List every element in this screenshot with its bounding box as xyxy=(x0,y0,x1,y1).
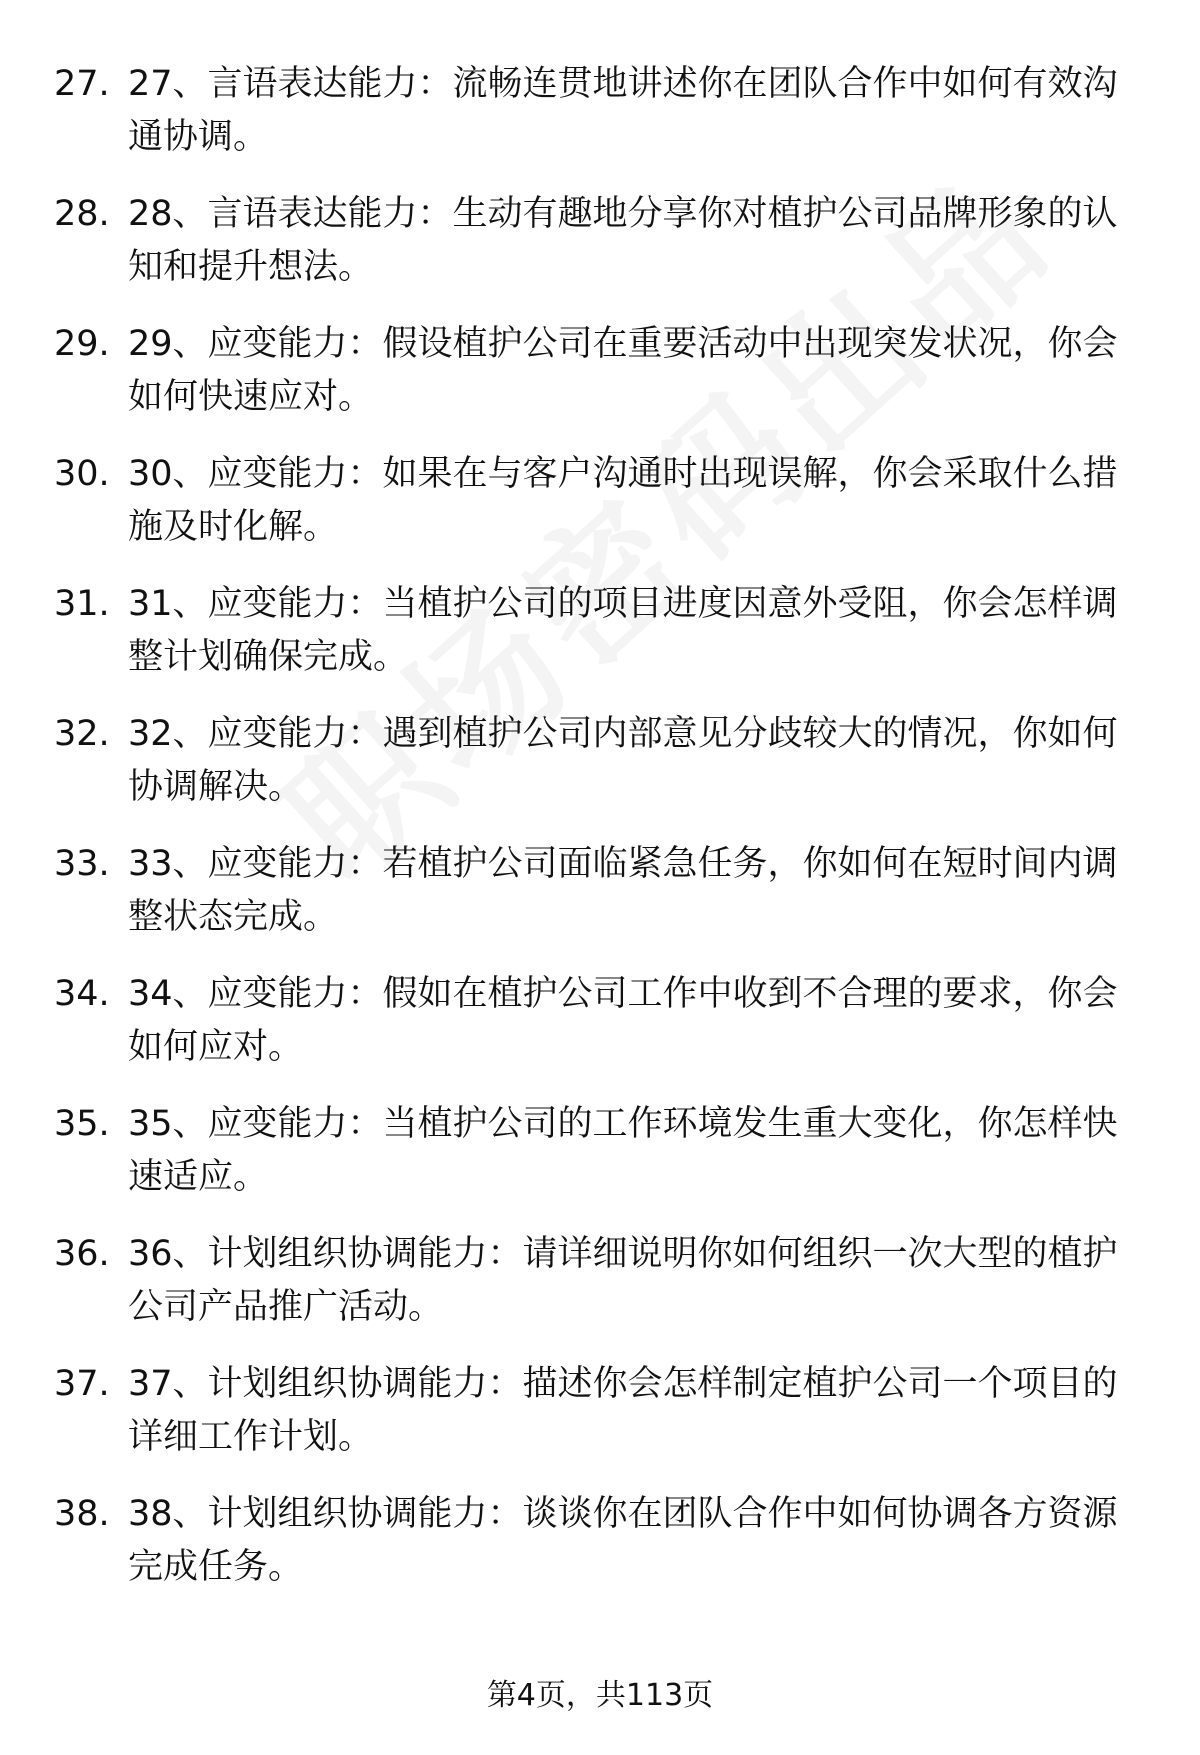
item-text: 28、言语表达能力：生动有趣地分享你对植护公司品牌形象的认知和提升想法。 xyxy=(128,194,1118,287)
item-text: 34、应变能力：假如在植护公司工作中收到不合理的要求，你会如何应对。 xyxy=(128,974,1118,1067)
item-number: 36. xyxy=(54,1234,110,1274)
list-item xyxy=(54,1228,1144,1334)
item-text: 27、言语表达能力：流畅连贯地讲述你在团队合作中如何有效沟通协调。 xyxy=(128,64,1118,157)
list-item xyxy=(54,58,1144,164)
item-number: 38. xyxy=(54,1494,110,1534)
item-number: 34. xyxy=(54,974,110,1014)
question-list xyxy=(54,58,1144,1618)
item-number: 37. xyxy=(54,1364,110,1404)
list-item xyxy=(54,188,1144,294)
item-text: 31、应变能力：当植护公司的项目进度因意外受阻，你会怎样调整计划确保完成。 xyxy=(128,584,1118,677)
item-number: 33. xyxy=(54,844,110,884)
item-text: 36、计划组织协调能力：请详细说明你如何组织一次大型的植护公司产品推广活动。 xyxy=(128,1234,1118,1327)
item-number: 32. xyxy=(54,714,110,754)
item-number: 31. xyxy=(54,584,110,624)
item-text: 30、应变能力：如果在与客户沟通时出现误解，你会采取什么措施及时化解。 xyxy=(128,454,1118,547)
list-item xyxy=(54,968,1144,1074)
page-footer xyxy=(0,1676,1200,1716)
list-item xyxy=(54,1358,1144,1464)
item-number: 27. xyxy=(54,64,110,104)
item-text: 37、计划组织协调能力：描述你会怎样制定植护公司一个项目的详细工作计划。 xyxy=(128,1364,1118,1457)
list-item xyxy=(54,318,1144,424)
list-item xyxy=(54,1488,1144,1594)
item-number: 29. xyxy=(54,324,110,364)
item-text: 38、计划组织协调能力：谈谈你在团队合作中如何协调各方资源完成任务。 xyxy=(128,1494,1118,1587)
item-text: 33、应变能力：若植护公司面临紧急任务，你如何在短时间内调整状态完成。 xyxy=(128,844,1118,937)
list-item xyxy=(54,578,1144,684)
list-item xyxy=(54,1098,1144,1204)
list-item xyxy=(54,708,1144,814)
item-number: 30. xyxy=(54,454,110,494)
item-number: 28. xyxy=(54,194,110,234)
item-number: 35. xyxy=(54,1104,110,1144)
page-number-label: 第4页，共113页 xyxy=(486,1678,714,1713)
list-item xyxy=(54,448,1144,554)
list-item xyxy=(54,838,1144,944)
item-text: 35、应变能力：当植护公司的工作环境发生重大变化，你怎样快速适应。 xyxy=(128,1104,1118,1197)
item-text: 32、应变能力：遇到植护公司内部意见分歧较大的情况，你如何协调解决。 xyxy=(128,714,1118,807)
item-text: 29、应变能力：假设植护公司在重要活动中出现突发状况，你会如何快速应对。 xyxy=(128,324,1118,417)
